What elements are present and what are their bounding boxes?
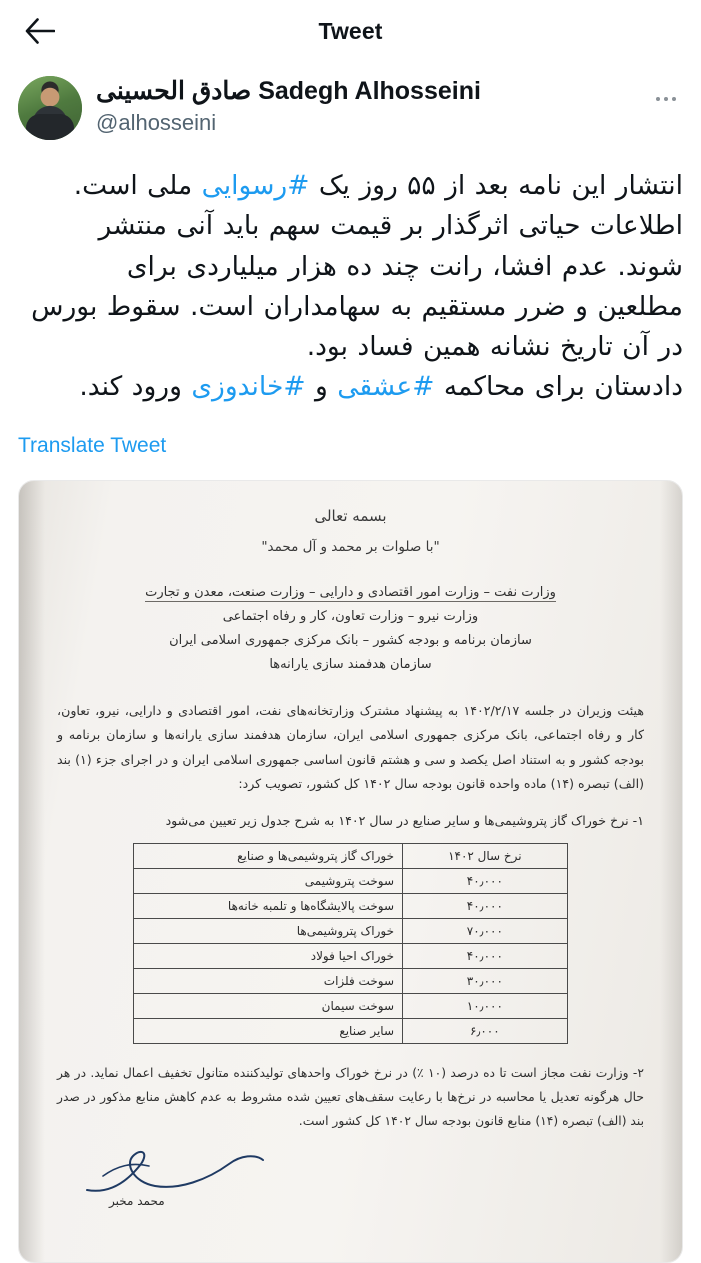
tweet-media-attachment[interactable] [18,480,683,1263]
table-row [134,868,567,893]
tweet-line-5-mid: و [305,371,338,403]
page-title: Tweet [318,17,383,44]
document-salavat: "با صلوات بر محمد و آل محمد" [261,538,440,555]
translate-tweet-link[interactable]: Translate Tweet [18,433,167,457]
tweet-text-line: مطلعین و ضرر مستقیم به سهامداران است. سقوط بورس [31,290,683,322]
author-names [82,76,649,137]
tweet-text-line: اطلاعات حیاتی اثرگذار بر قیمت سهم باید آنی منتشر [98,210,683,242]
document-ministry-underlined: وزارت نفت – وزارت امور اقتصادی و دارایی – وزارت صنعت، معدن و تجارت [145,584,556,600]
table-header-category: خوراک گاز پتروشیمی‌ها و صنایع [134,843,403,868]
tweet-line-0-part: انتشار این نامه بعد از ۵۵ روز یک [309,170,683,201]
tweet-text-line [18,367,683,407]
table-header-row [134,843,567,868]
table-cell-category: خوراک پتروشیمی‌ها [134,918,403,943]
table-cell-rate: ۳۰٫۰۰۰ [403,968,568,993]
table-row [134,893,567,918]
hashtag-khandouzi[interactable]: #خاندوزی [191,371,306,403]
document-ministry-line: وزارت نیرو – وزارت تعاون، کار و رفاه اجتماعی [222,608,479,624]
author-display-name[interactable]: صادق الحسینی Sadegh Alhosseini [96,77,481,105]
translate-tweet-row [0,408,701,458]
table-cell-rate: ۶٫۰۰۰ [403,1018,568,1043]
avatar-image [18,76,82,140]
document-clause-2: ۲- وزارت نفت مجاز است تا ده درصد (۱۰ ٪) در نرخ خوراک واحدهای تولیدکننده متانول تخفیف اعمال نماید. در هر حال هرگونه تعدیل یا محاسبه در نرخ‌ها با رعایت سقف‌های تعیین شده مشروط به عدم کاهش منابع مذکور در صدر بند (الف) تبصره (۱۴) منابع قانون بودجه سال ۱۴۰۲ کل کشور است. [57,1065,644,1128]
document-ministries [57,581,644,677]
more-options-icon [656,97,676,101]
document-signature [57,1142,644,1228]
document-ministry-line: سازمان برنامه و بودجه کشور – بانک مرکزی جمهوری اسلامی ایران [169,632,532,648]
document-clause-1: ۱- نرخ خوراک گاز پتروشیمی‌ها و سایر صنایع در سال ۱۴۰۲ به شرح جدول زیر تعیین می‌شود [165,812,644,828]
table-cell-category: سایر صنایع [134,1018,403,1043]
document-scan [19,481,682,1262]
tweet-author-row [0,62,701,140]
table-row [134,993,567,1018]
document-basmala: بسمه تعالی [314,506,387,525]
table-cell-rate: ۴۰٫۰۰۰ [403,893,568,918]
tweet-text-line: شوند. عدم افشا، رانت چند ده هزار میلیاردی برای [126,250,683,282]
document-rates-table [133,843,567,1044]
tweet-text-line: در آن تاریخ نشانه همین فساد بود. [306,331,683,363]
table-row [134,968,567,993]
table-cell-category: خوراک احیا فولاد [134,943,403,968]
tweet-line-0-tail: ملی است. [73,170,202,201]
tweet-text-line [18,166,683,206]
document-ministry-line [57,581,644,605]
back-button[interactable] [18,9,62,53]
document-body-paragraph: هیئت وزیران در جلسه ۱۴۰۲/۲/۱۷ به پیشنهاد مشترک وزارتخانه‌های نفت، امور اقتصادی و دارایی، نیرو، تعاون، کار و رفاه اجتماعی، بانک مرکزی جمهوری اسلامی ایران، سازمان هدفمند سازی یارانه‌ها و سازمان برنامه و بودجه کشور و به استناد اصل یکصد و سی و هشتم قانون اساسی جمهوری اسلامی ایران و در اجرای جزء (۱) بند (الف) تبصره (۱۴) ماده واحده قانون بودجه سال ۱۴۰۲ کل کشور، تصویب کرد: [57,702,644,792]
tweet-text [0,140,701,408]
table-row [134,1018,567,1043]
table-cell-category: سوخت پالایشگاه‌ها و تلمبه خانه‌ها [134,893,403,918]
document-ministry-line: سازمان هدفمند سازی یارانه‌ها [269,656,432,672]
author-handle[interactable]: @alhosseini [96,109,217,135]
tweet-header [0,0,701,62]
hashtag-rosvayi[interactable]: #رسوایی [201,170,310,201]
table-cell-rate: ۱۰٫۰۰۰ [403,993,568,1018]
table-cell-category: سوخت سیمان [134,993,403,1018]
table-cell-rate: ۴۰٫۰۰۰ [403,868,568,893]
table-cell-rate: ۴۰٫۰۰۰ [403,943,568,968]
table-row [134,943,567,968]
tweet-line-5-head: دادستان برای محاکمه [434,371,683,403]
hashtag-eshghi[interactable]: #عشقی [337,371,435,403]
tweet-line-5-tail: ورود کند. [79,371,192,403]
table-row [134,918,567,943]
signature-name: محمد مخبر [109,1193,165,1208]
table-header-rate: نرخ سال ۱۴۰۲ [403,843,568,868]
table-cell-category: سوخت پتروشیمی [134,868,403,893]
table-cell-rate: ۷۰٫۰۰۰ [403,918,568,943]
table-cell-category: سوخت فلزات [134,968,403,993]
avatar[interactable] [18,76,82,140]
signature-icon [79,1142,269,1206]
arrow-left-icon [25,18,55,44]
more-options-button[interactable] [649,82,683,116]
